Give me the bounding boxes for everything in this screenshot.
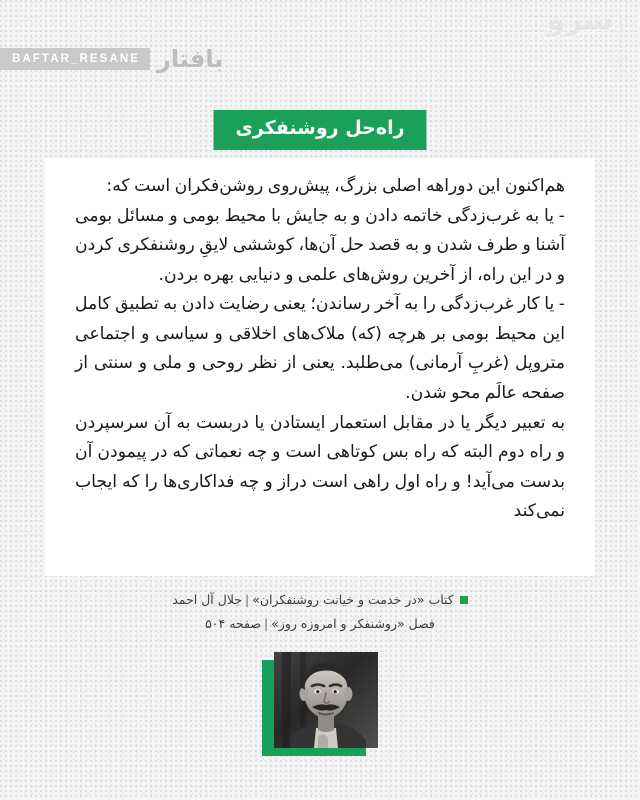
quote-paragraph: به تعبیر دیگر یا در مقابل استعمار ایستادن یا دربست به آن سرسپردن و راه دوم البته که راه بس کوتاهی است و چه نعماتی که در پیمودن آن بدست می‌آید! و راه اول راهی است دراز و چه فداکاری‌ها را که ایجاب نمی‌کند xyxy=(70,412,565,522)
author-portrait xyxy=(262,652,378,756)
citation-line-book xyxy=(0,588,640,612)
citation-chapter: فصل «روشنفکر و امروزه روز» xyxy=(271,616,435,632)
watermark-subtitle: خبرگزاری تحلیلی xyxy=(617,10,627,74)
square-bullet-icon xyxy=(460,596,468,604)
watermark-title: سرو xyxy=(546,3,613,38)
citation-book-title: کتاب «در خدمت و خیانت روشنفکران» xyxy=(252,592,454,607)
brand-handle-tag: BAFTAR_RESANE xyxy=(0,48,150,70)
watermark xyxy=(546,3,627,74)
quote-card xyxy=(45,158,595,576)
brand-wordmark: بافتار xyxy=(157,45,224,73)
citation-line-chapter xyxy=(0,612,640,636)
citation-page: صفحه ۵۰۴ xyxy=(205,616,261,632)
quote-paragraph: - یا به غرب‌زدگی خاتمه دادن و به جایش با محیط بومی و مسائل بومی آشنا و طرف شدن و به قصد حل آن‌ها، کوششی لایقِ روشنفکری کردن و در این راه، از آخرین روش‌های علمی و دنیایی بهره بردن. xyxy=(70,205,565,285)
brand-logo xyxy=(0,47,223,71)
quote-paragraph: هم‌اکنون این دوراهه اصلی بزرگ، پیش‌روی روشن‌فکران است که: xyxy=(106,176,565,196)
quote-text xyxy=(70,172,565,527)
source-citation xyxy=(0,588,640,637)
page-title: راه‌حل روشنفکری xyxy=(213,110,426,150)
portrait-photo xyxy=(274,652,378,748)
citation-separator: | xyxy=(245,592,250,607)
quote-paragraph: - یا کار غرب‌زدگی را به آخر رساندن؛ یعنی رضایت دادن به تطبیق کامل این محیط بومی بر هرچه (که) ملاک‌های اخلاقی و سیاسی و اجتماعی متروپل (غربِ آرمانی) می‌طلبد. یعنی از نظر روحی و ملی و سنتی از صفحه عالَم محو شدن. xyxy=(70,294,565,404)
citation-author: جلال آل احمد xyxy=(172,592,243,607)
citation-separator: | xyxy=(263,616,269,632)
